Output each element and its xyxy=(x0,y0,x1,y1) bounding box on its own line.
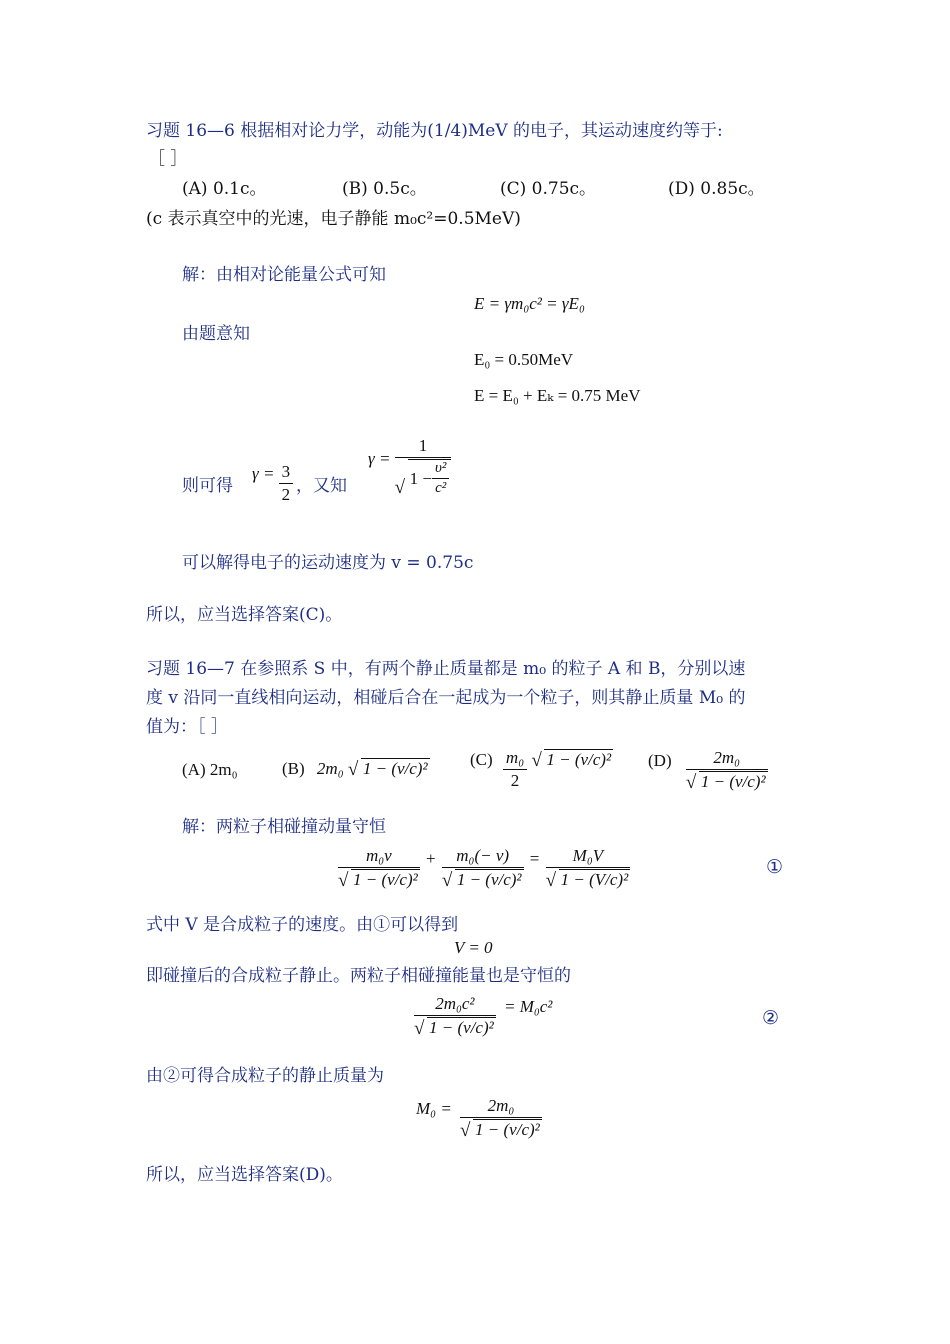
option-b-16-7 xyxy=(282,758,430,779)
option-d-numerator: 2m₀ xyxy=(686,748,768,770)
equation-marker-1: ① xyxy=(766,856,784,878)
problem-note: (c 表示真空中的光速，电子静能 m₀c²=0.5MeV) xyxy=(146,209,521,229)
option-c-root: √ 1 − (v/c)² xyxy=(531,750,612,772)
option-b-label: (B) xyxy=(282,759,305,778)
momentum-term-2: m₀(− v) √ 1 − (v/c)² xyxy=(441,846,522,891)
gamma-fraction xyxy=(279,462,294,505)
gamma-def-fraction xyxy=(395,436,452,497)
v-squared: υ² xyxy=(432,460,449,479)
option-b-radicand: 1 − (v/c)² xyxy=(362,759,428,778)
rest-energy-eq: E₀ = 0.50MeV xyxy=(474,350,574,369)
equals-sign: = xyxy=(529,848,540,868)
given-label: 由题意知 xyxy=(182,324,250,344)
rest-mass-fraction: 2m₀ √ 1 − (v/c)² xyxy=(460,1096,540,1141)
problem-16-7-title-line2: 度 v 沿同一直线相向运动，相碰后合在一起成为一个粒子，则其静止质量 M₀ 的 xyxy=(146,688,746,708)
option-c-numerator: m₀ xyxy=(503,748,527,770)
momentum-term-3: M₀V √ 1 − (V/c)² xyxy=(545,846,629,891)
rest-text: 即碰撞后的合成粒子静止。两粒子相碰撞能量也是守恒的 xyxy=(146,966,571,986)
momentum-term-1-radicand: 1 − (v/c)² xyxy=(353,870,418,889)
v2-over-c2 xyxy=(432,460,449,497)
option-c-16-7 xyxy=(470,748,613,791)
total-energy-eq: E = E₀ + Eₖ = 0.75 MeV xyxy=(474,386,641,405)
energy-rhs: = M₀c² xyxy=(503,996,553,1016)
momentum-equation xyxy=(338,846,630,890)
rest-mass-numerator: 2m₀ xyxy=(460,1096,542,1118)
rest-mass-radicand: 1 − (v/c)² xyxy=(475,1120,540,1139)
speed-result: 可以解得电子的运动速度为 v = 0.75c xyxy=(182,553,474,573)
equation-marker-2: ② xyxy=(762,1007,780,1029)
energy-fraction: 2m₀c² √ 1 − (v/c)² xyxy=(414,994,494,1039)
energy-numerator: 2m₀c² xyxy=(414,994,496,1016)
problem-16-7-title-line3: 值为：［ ］ xyxy=(146,717,228,737)
also-known: ，又知 xyxy=(296,476,347,496)
gamma-def-denominator xyxy=(395,458,452,497)
option-c: (C) 0.75c。 xyxy=(500,179,597,199)
problem-16-6-title: 习题 16—6 根据相对论力学，动能为(1/4)MeV 的电子，其运动速度约等于: xyxy=(146,121,723,141)
option-d-16-7 xyxy=(648,748,768,792)
option-a-16-7: (A) 2m₀ xyxy=(182,760,238,779)
option-c-denominator: 2 xyxy=(510,771,520,790)
solution-intro: 解：由相对论能量公式可知 xyxy=(182,265,386,285)
option-d-root: √ 1 − (v/c)² xyxy=(685,772,766,793)
gamma-def-lhs: γ = xyxy=(368,448,391,468)
result-label: 则可得 xyxy=(182,476,233,496)
answer-16-7: 所以，应当选择答案(D)。 xyxy=(146,1165,343,1185)
gamma-numerator: 3 xyxy=(279,462,294,484)
momentum-term-2-radicand: 1 − (v/c)² xyxy=(456,870,522,889)
energy-radicand: 1 − (v/c)² xyxy=(429,1018,494,1037)
gamma-value xyxy=(252,462,293,505)
v-equals-zero: V = 0 xyxy=(454,938,493,957)
plus-sign: + xyxy=(425,848,436,868)
solution-intro-16-7: 解：两粒子相碰撞动量守恒 xyxy=(182,817,386,837)
gamma-def-rad-pre: 1 − xyxy=(409,468,433,488)
c-squared: c² xyxy=(435,480,447,496)
rest-mass-formula xyxy=(416,1096,542,1140)
momentum-term-1: m₀v √ 1 − (v/c)² xyxy=(338,846,418,891)
gamma-label: γ = xyxy=(252,464,275,484)
option-d-fraction xyxy=(686,748,768,792)
option-d: (D) 0.85c。 xyxy=(668,179,765,199)
gamma-def-numerator: 1 xyxy=(395,436,452,458)
momentum-term-1-num: m₀v xyxy=(338,846,420,868)
problem-16-7-title-line1: 习题 16—7 在参照系 S 中，有两个静止质量都是 m₀ 的粒子 A 和 B，分别以速 xyxy=(146,659,746,679)
where-text: 式中 V 是合成粒子的速度。由①可以得到 xyxy=(146,915,459,935)
gamma-definition xyxy=(368,436,451,497)
answer-16-6: 所以，应当选择答案(C)。 xyxy=(146,605,343,625)
rest-mass-lhs: M₀ = xyxy=(416,1098,452,1118)
option-b-coef: 2m₀ xyxy=(316,759,344,778)
from-eq2-text: 由②可得合成粒子的静止质量为 xyxy=(146,1066,384,1086)
gamma-def-root: √ 1 − $\frac{\text{υ²}}{\text{c²}}$ xyxy=(395,459,452,497)
gamma-denominator: 2 xyxy=(281,485,291,504)
option-d-label: (D) xyxy=(648,750,672,770)
option-a: (A) 0.1c。 xyxy=(182,179,267,199)
option-b-root: √ 1 − (v/c)² xyxy=(347,759,428,780)
energy-formula: E = γm₀c² = γE₀ xyxy=(474,294,585,313)
option-b: (B) 0.5c。 xyxy=(342,179,427,199)
option-c-radicand: 1 − (v/c)² xyxy=(546,750,612,770)
answer-bracket: ［ ］ xyxy=(148,149,188,169)
momentum-term-2-num: m₀(− v) xyxy=(442,846,524,868)
momentum-term-3-radicand: 1 − (V/c)² xyxy=(560,870,629,889)
momentum-term-3-num: M₀V xyxy=(546,846,631,868)
option-c-label: (C) xyxy=(470,750,493,770)
option-c-fraction xyxy=(503,748,527,791)
option-d-radicand: 1 − (v/c)² xyxy=(700,772,766,791)
energy-equation xyxy=(414,994,552,1038)
